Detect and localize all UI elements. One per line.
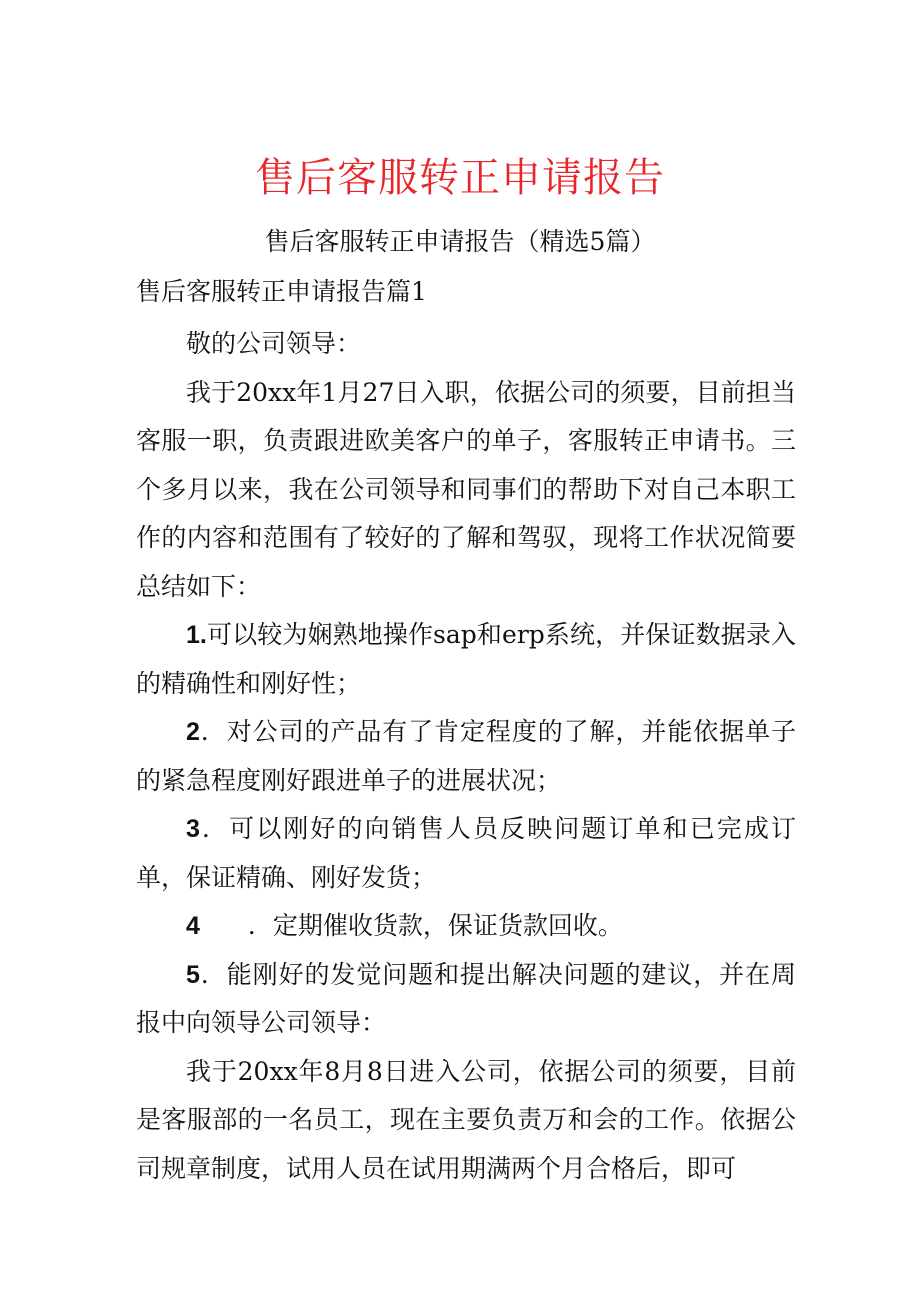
list-item	[136, 708, 796, 805]
list-item-text: ．可以刚好的向销售人员反映问题订单和已完成订单，保证精确、刚好发货；	[136, 814, 796, 892]
list-item-number: 4	[186, 912, 200, 940]
list-item-number: 5	[186, 960, 200, 989]
list-item-text: 可以较为娴熟地操作sap和erp系统，并保证数据录入的精确性和刚好性；	[136, 620, 796, 698]
document-body	[136, 320, 796, 1193]
section-heading: 售后客服转正申请报告篇1	[136, 277, 427, 306]
list-item-text: ．对公司的产品有了肯定程度的了解，并能依据单子的紧急程度刚好跟进单子的进展状况；	[136, 717, 796, 795]
list-item	[136, 902, 796, 951]
document-title: 售后客服转正申请报告	[255, 155, 665, 201]
list-item-number: 2	[186, 718, 200, 746]
list-item	[136, 805, 796, 902]
salutation: 敬的公司领导：	[186, 329, 362, 358]
list-item	[136, 611, 796, 708]
list-item-text: ．能刚好的发觉问题和提出解决问题的建议，并在周报中向领导公司领导：	[136, 959, 796, 1037]
paragraph-intro: 我于20xx年1月27日入职，依据公司的须要，目前担当客服一职，负责跟进欧美客户的单子，客服转正申请书。三个多月以来，我在公司领导和同事们的帮助下对自己本职工作的内容和范围有了较好的了解和驾驭，现将工作状况简要总结如下：	[136, 377, 796, 601]
paragraph-second: 我于20xx年8月8日进入公司，依据公司的须要，目前是客服部的一名员工，现在主要负责万和会的工作。依据公司规章制度，试用人员在试用期满两个月合格后，即可	[136, 1056, 796, 1183]
list-item-text: ．定期催收货款，保证货款回收。	[247, 911, 623, 940]
list-item-number: 1.	[186, 621, 207, 649]
document-subtitle: 售后客服转正申请报告（精选5篇）	[264, 227, 656, 256]
list-item-number: 3	[186, 815, 200, 843]
list-item	[136, 951, 796, 1048]
